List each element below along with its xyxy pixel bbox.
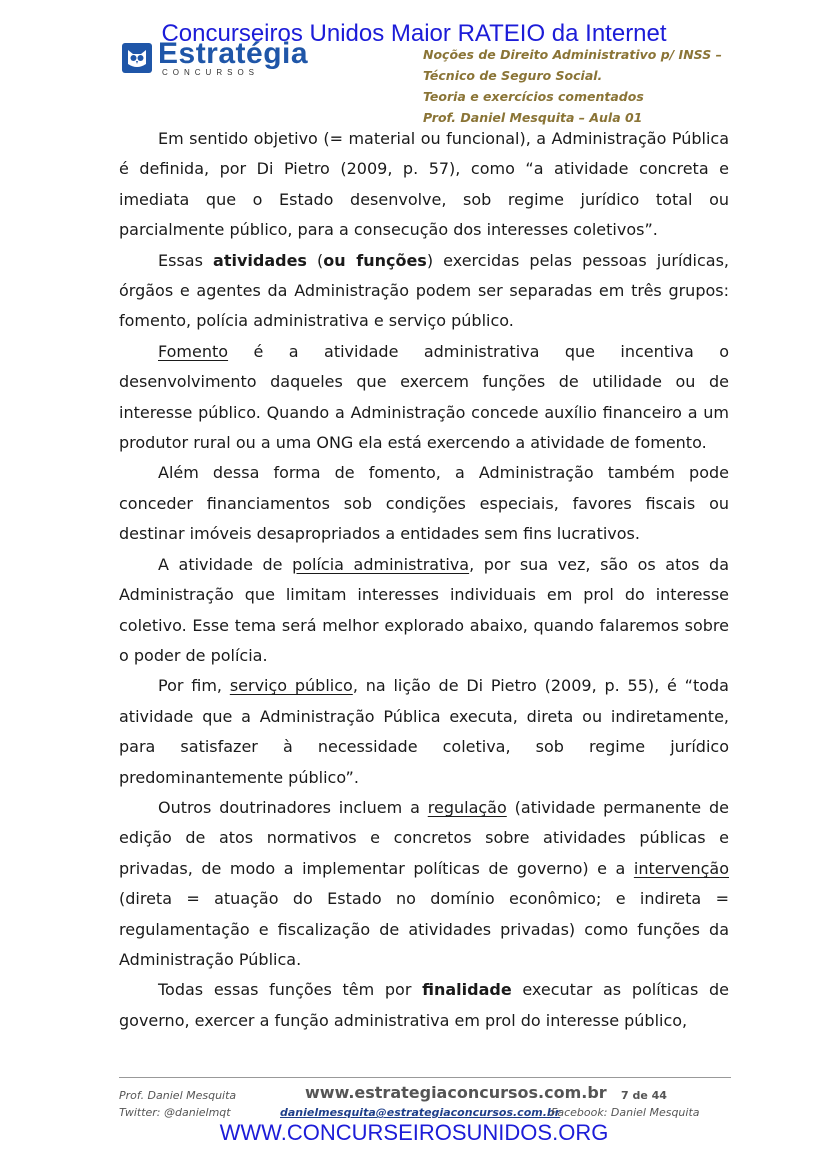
course-professor: Prof. Daniel Mesquita – Aula 01 bbox=[423, 110, 643, 125]
footer-divider bbox=[119, 1077, 731, 1078]
footer-twitter: Twitter: @danielmqt bbox=[119, 1106, 231, 1119]
underlined-term: serviço público bbox=[229, 676, 353, 696]
paragraph: A atividade de polícia administrativa, por sua vez, são os atos da Administração que limitam interesses individuais em prol do interesse coletivo. Esse tema será melhor explorado abaixo, quando falaremos sobre o poder de polícia. bbox=[119, 554, 730, 665]
lesson-body bbox=[119, 124, 729, 1036]
page-number: 7 de 44 bbox=[621, 1089, 667, 1102]
course-subtitle: Técnico de Seguro Social. bbox=[423, 68, 603, 83]
bold-term: atividades bbox=[213, 250, 307, 270]
underlined-term: regulação bbox=[427, 797, 507, 817]
paragraph: Essas atividades (ou funções) exercidas pelas pessoas jurídicas, órgãos e agentes da Administração podem ser separadas em três grupos: fomento, polícia administrativa e serviço público. bbox=[119, 250, 730, 331]
watermark-bottom: WWW.CONCURSEIROSUNIDOS.ORG bbox=[219, 1120, 609, 1145]
underlined-term: Fomento bbox=[158, 341, 229, 361]
paragraph: Todas essas funções têm por finalidade executar as políticas de governo, exercer a função administrativa em prol do interesse público, bbox=[119, 980, 729, 1030]
course-title: Noções de Direito Administrativo p/ INSS – bbox=[423, 47, 722, 62]
watermark-top: Concurseiros Unidos Maior RATEIO da Internet bbox=[161, 20, 667, 47]
logo-sub: CONCURSOS bbox=[162, 68, 260, 77]
footer-site-link[interactable]: www.estrategiaconcursos.com.br bbox=[305, 1083, 607, 1102]
logo-name: Estratégia bbox=[158, 37, 309, 70]
footer-email-link[interactable]: danielmesquita@estrategiaconcursos.com.br bbox=[280, 1106, 561, 1119]
course-header bbox=[423, 44, 743, 128]
paragraph: Além dessa forma de fomento, a Administração também pode conceder financiamentos sob condições especiais, favores fiscais ou destinar imóveis desapropriados a entidades sem fins lucrativos. bbox=[119, 463, 729, 544]
paragraph: Fomento é a atividade administrativa que incentiva o desenvolvimento daqueles que exercem funções de utilidade ou de interesse público. Quando a Administração concede auxílio financeiro a um produtor rural ou a uma ONG ela está exercendo a atividade de fomento. bbox=[119, 341, 729, 453]
paragraph: Outros doutrinadores incluem a regulação (atividade permanente de edição de atos normativos e concretos sobre atividades públicas e privadas, de modo a implementar políticas de governo) e a intervenção (direta = atuação do Estado no domínio econômico; e indireta = regulamentação e fiscalização de atividades privadas) como funções da Administração Pública. bbox=[119, 797, 729, 969]
owl-icon bbox=[122, 43, 152, 73]
course-description: Teoria e exercícios comentados bbox=[423, 89, 644, 104]
underlined-term: intervenção bbox=[633, 858, 729, 878]
footer-facebook: Facebook: Daniel Mesquita bbox=[551, 1106, 700, 1119]
bold-term: finalidade bbox=[422, 980, 512, 1000]
underlined-term: polícia administrativa bbox=[292, 554, 470, 574]
paragraph: Em sentido objetivo (= material ou funcional), a Administração Pública é definida, por Di Pietro (2009, p. 57), como “a atividade concreta e imediata que o Estado desenvolve, sob regime jurídico total ou parcialmente público, para a consecução dos interesses coletivos”. bbox=[119, 129, 729, 240]
footer-professor: Prof. Daniel Mesquita bbox=[119, 1089, 237, 1102]
paragraph: Por fim, serviço público, na lição de Di Pietro (2009, p. 55), é “toda atividade que a Administração Pública executa, direta ou indiretamente, para satisfazer à necessidade coletiva, sob regime jurídico predominantemente público”. bbox=[119, 676, 729, 787]
bold-term: ou funções bbox=[323, 250, 427, 270]
